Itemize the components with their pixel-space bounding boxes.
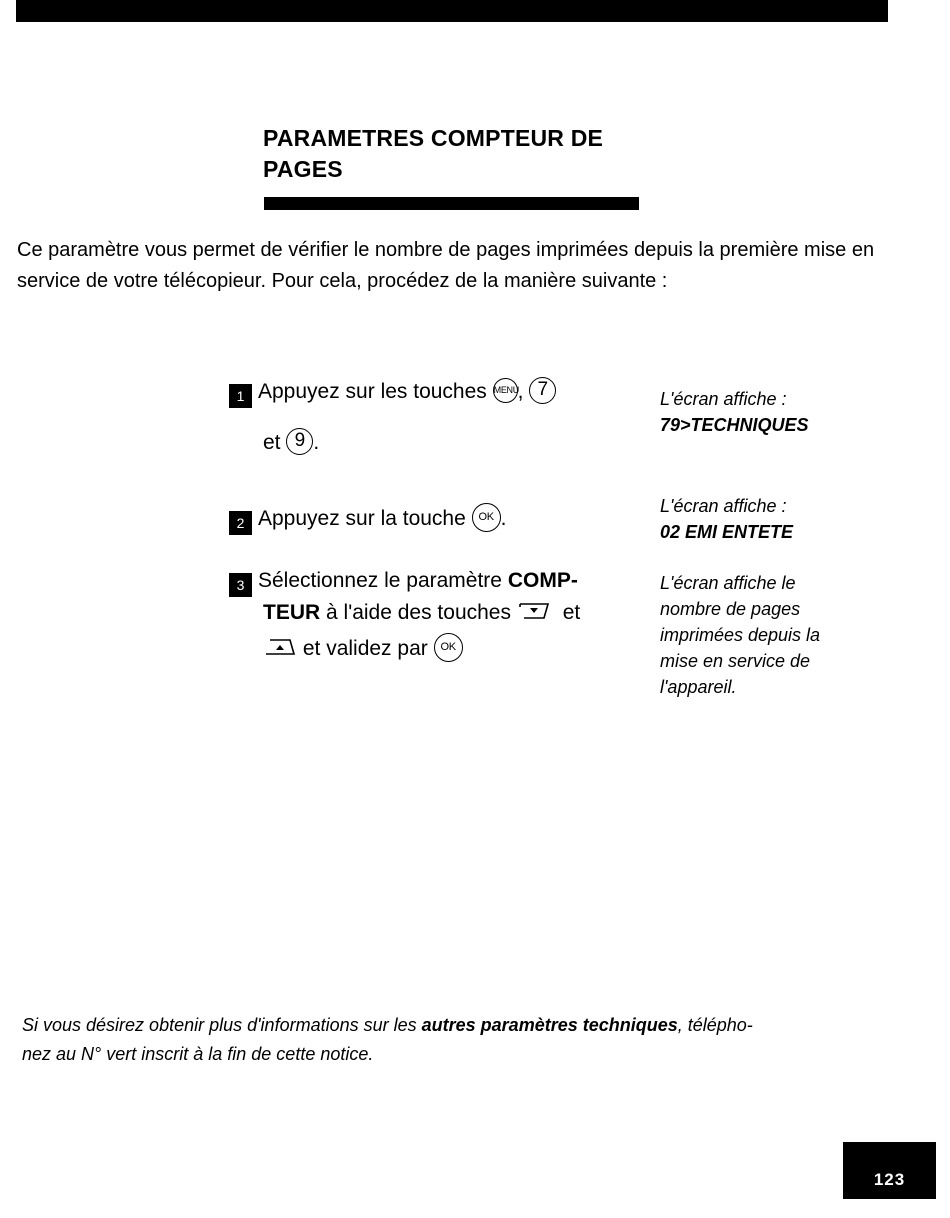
param-name-part-1: COMP- (507, 569, 578, 592)
arrow-down-key-icon (517, 598, 551, 629)
key-9-icon: 9 (286, 428, 313, 455)
step-3 (229, 565, 580, 665)
step-2-text: Appuyez sur la touche (258, 507, 466, 530)
ok-key-icon: OK (472, 503, 501, 532)
screen-note-line: l'appareil. (660, 677, 737, 697)
section-title-line-1: PARAMETRES COMPTEUR DE (263, 125, 604, 151)
step-2 (229, 503, 506, 535)
screen-label: L'écran affiche : (660, 389, 787, 409)
screen-note-line: mise en service de (660, 651, 811, 671)
menu-key-icon: MENU (493, 378, 518, 403)
period: . (500, 507, 507, 530)
footer-text-suffix: , télépho- (677, 1015, 753, 1035)
header-bar (16, 0, 888, 22)
screen-note-line: imprimées depuis la (660, 625, 821, 645)
step-3-text: Sélectionnez le paramètre (258, 569, 502, 592)
page-number: 123 (843, 1142, 936, 1199)
ok-key-icon: OK (434, 633, 463, 662)
screen-note-line: nombre de pages (660, 599, 801, 619)
period: . (313, 431, 320, 454)
step-number-badge: 1 (229, 384, 252, 408)
step-3-text-2: à l'aide des touches (326, 601, 511, 624)
step-1-screen-note (660, 386, 809, 438)
param-name-part-2: TEUR (263, 601, 321, 624)
intro-paragraph: Ce paramètre vous permet de vérifier le nombre de pages imprimées depuis la première mise en service de votre télécopieur. Pour cela, procédez de la manière suivante : (17, 239, 875, 292)
arrow-up-key-icon (263, 634, 297, 665)
screen-value: 02 EMI ENTETE (660, 522, 794, 542)
section-title-line-2: PAGES (263, 156, 343, 182)
footer-note (22, 1011, 892, 1069)
step-3-and: et (562, 601, 581, 624)
footer-emphasis: autres paramètres techniques (421, 1015, 678, 1035)
step-number-badge: 3 (229, 573, 252, 597)
step-1-and: et (263, 431, 281, 454)
step-number-badge: 2 (229, 511, 252, 535)
footer-text: Si vous désirez obtenir plus d'informations sur les (22, 1015, 417, 1035)
step-1-text: Appuyez sur les touches (258, 380, 487, 403)
separator: , (517, 380, 524, 403)
title-underline (264, 197, 639, 210)
footer-text-line-2: nez au N° vert inscrit à la fin de cette notice. (22, 1044, 374, 1064)
section-title (263, 123, 683, 185)
step-3-screen-note (660, 570, 820, 700)
screen-label: L'écran affiche : (660, 496, 787, 516)
screen-value: 79>TECHNIQUES (660, 415, 809, 435)
step-1 (229, 376, 556, 458)
step-3-text-3: et validez par (302, 636, 428, 660)
key-7-icon: 7 (529, 377, 556, 404)
step-2-screen-note (660, 493, 793, 545)
screen-note-line: L'écran affiche le (660, 573, 796, 593)
